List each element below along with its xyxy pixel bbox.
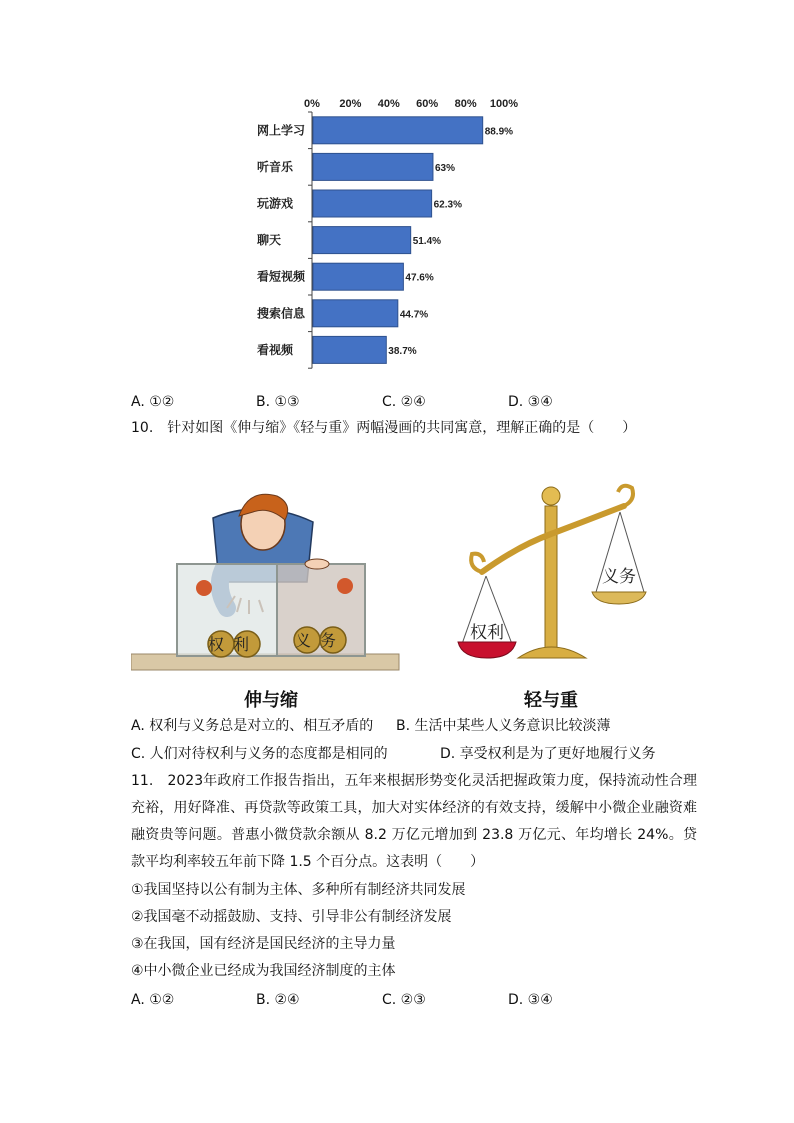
value-label: 88.9% — [484, 126, 514, 138]
cartoon-shen-yu-suo — [131, 478, 401, 682]
q11-option-a[interactable]: A. ①② — [131, 992, 175, 1008]
category-label: 看视频 — [257, 342, 294, 357]
value-label: 44.7% — [399, 309, 429, 321]
category-label: 聊天 — [257, 233, 282, 248]
value-label: 38.7% — [388, 345, 417, 357]
q10-stem: 10. 针对如图《伸与缩》《轻与重》两幅漫画的共同寓意，理解正确的是（ ） — [131, 420, 637, 436]
bar-chart — [250, 92, 550, 374]
x-tick-label: 40% — [377, 98, 400, 110]
bar — [313, 227, 411, 254]
q11-item-2: ②我国毫不动摇鼓励、支持、引导非公有制经济发展 — [131, 909, 452, 925]
q10-option-c[interactable]: C. 人们对待权利与义务的态度都是相同的 — [131, 746, 388, 762]
category-label: 看短视频 — [257, 269, 306, 284]
q9-option-b[interactable]: B. ①③ — [256, 394, 300, 410]
x-tick-label: 20% — [339, 98, 362, 110]
q10-option-a[interactable]: A. 权利与义务总是对立的、相互矛盾的 — [131, 718, 374, 734]
cartoon1-title: 伸与缩 — [244, 690, 298, 711]
value-label: 51.4% — [412, 236, 442, 248]
bar — [313, 263, 403, 290]
x-tick-label: 0% — [304, 98, 320, 110]
category-label: 搜索信息 — [257, 306, 306, 321]
q11-option-d[interactable]: D. ③④ — [508, 992, 553, 1008]
q11-item-3: ③在我国，国有经济是国民经济的主导力量 — [131, 936, 396, 952]
x-tick-label: 80% — [454, 98, 477, 110]
cartoon2-pan-left-label: 权利 — [470, 623, 504, 643]
q9-option-d[interactable]: D. ③④ — [508, 394, 553, 410]
q9-option-c[interactable]: C. ②④ — [382, 394, 426, 410]
category-label: 听音乐 — [257, 159, 294, 174]
bar — [313, 117, 483, 144]
q10-option-b[interactable]: B. 生活中某些人义务意识比较淡薄 — [396, 718, 611, 734]
q11-option-b[interactable]: B. ②④ — [256, 992, 300, 1008]
x-tick-label: 60% — [416, 98, 439, 110]
cartoon1-box-left-label: 权利 — [207, 635, 259, 654]
category-label: 玩游戏 — [257, 196, 294, 211]
bar — [313, 336, 386, 363]
value-label: 62.3% — [433, 199, 462, 211]
q11-item-4: ④中小微企业已经成为我国经济制度的主体 — [131, 963, 396, 979]
q11-option-c[interactable]: C. ②③ — [382, 992, 426, 1008]
category-label: 网上学习 — [257, 123, 306, 138]
bar — [313, 300, 398, 327]
cartoon2-title: 轻与重 — [524, 690, 578, 711]
q11-item-1: ①我国坚持以公有制为主体、多种所有制经济共同发展 — [131, 882, 466, 898]
cartoon2-pan-right-label: 义务 — [602, 567, 636, 587]
bar-chart-svg — [250, 92, 550, 370]
value-label: 63% — [434, 162, 455, 174]
x-tick-label: 100% — [489, 98, 519, 110]
value-label: 47.6% — [405, 272, 434, 284]
q11-stem: 11. 2023年政府工作报告指出，五年来根据形势变化灵活把握政策力度，保持流动性合理充裕，用好降准、再贷款等政策工具，加大对实体经济的有效支持，缓解中小微企业融资难融资贵等问题。普惠小微贷款余额从 8.2 万亿元增加到 23.8 万亿元、年均增长 24%。贷款平均利率较五年前下降 1.5 个百分点。这表明（ ） — [131, 773, 697, 870]
cartoon-qing-yu-zhong — [448, 476, 648, 676]
bar — [313, 153, 433, 180]
bar — [313, 190, 432, 217]
cartoon1-box-right-label: 义务 — [294, 631, 346, 650]
q10-option-d[interactable]: D. 享受权利是为了更好地履行义务 — [440, 746, 656, 762]
q9-option-a[interactable]: A. ①② — [131, 394, 175, 410]
